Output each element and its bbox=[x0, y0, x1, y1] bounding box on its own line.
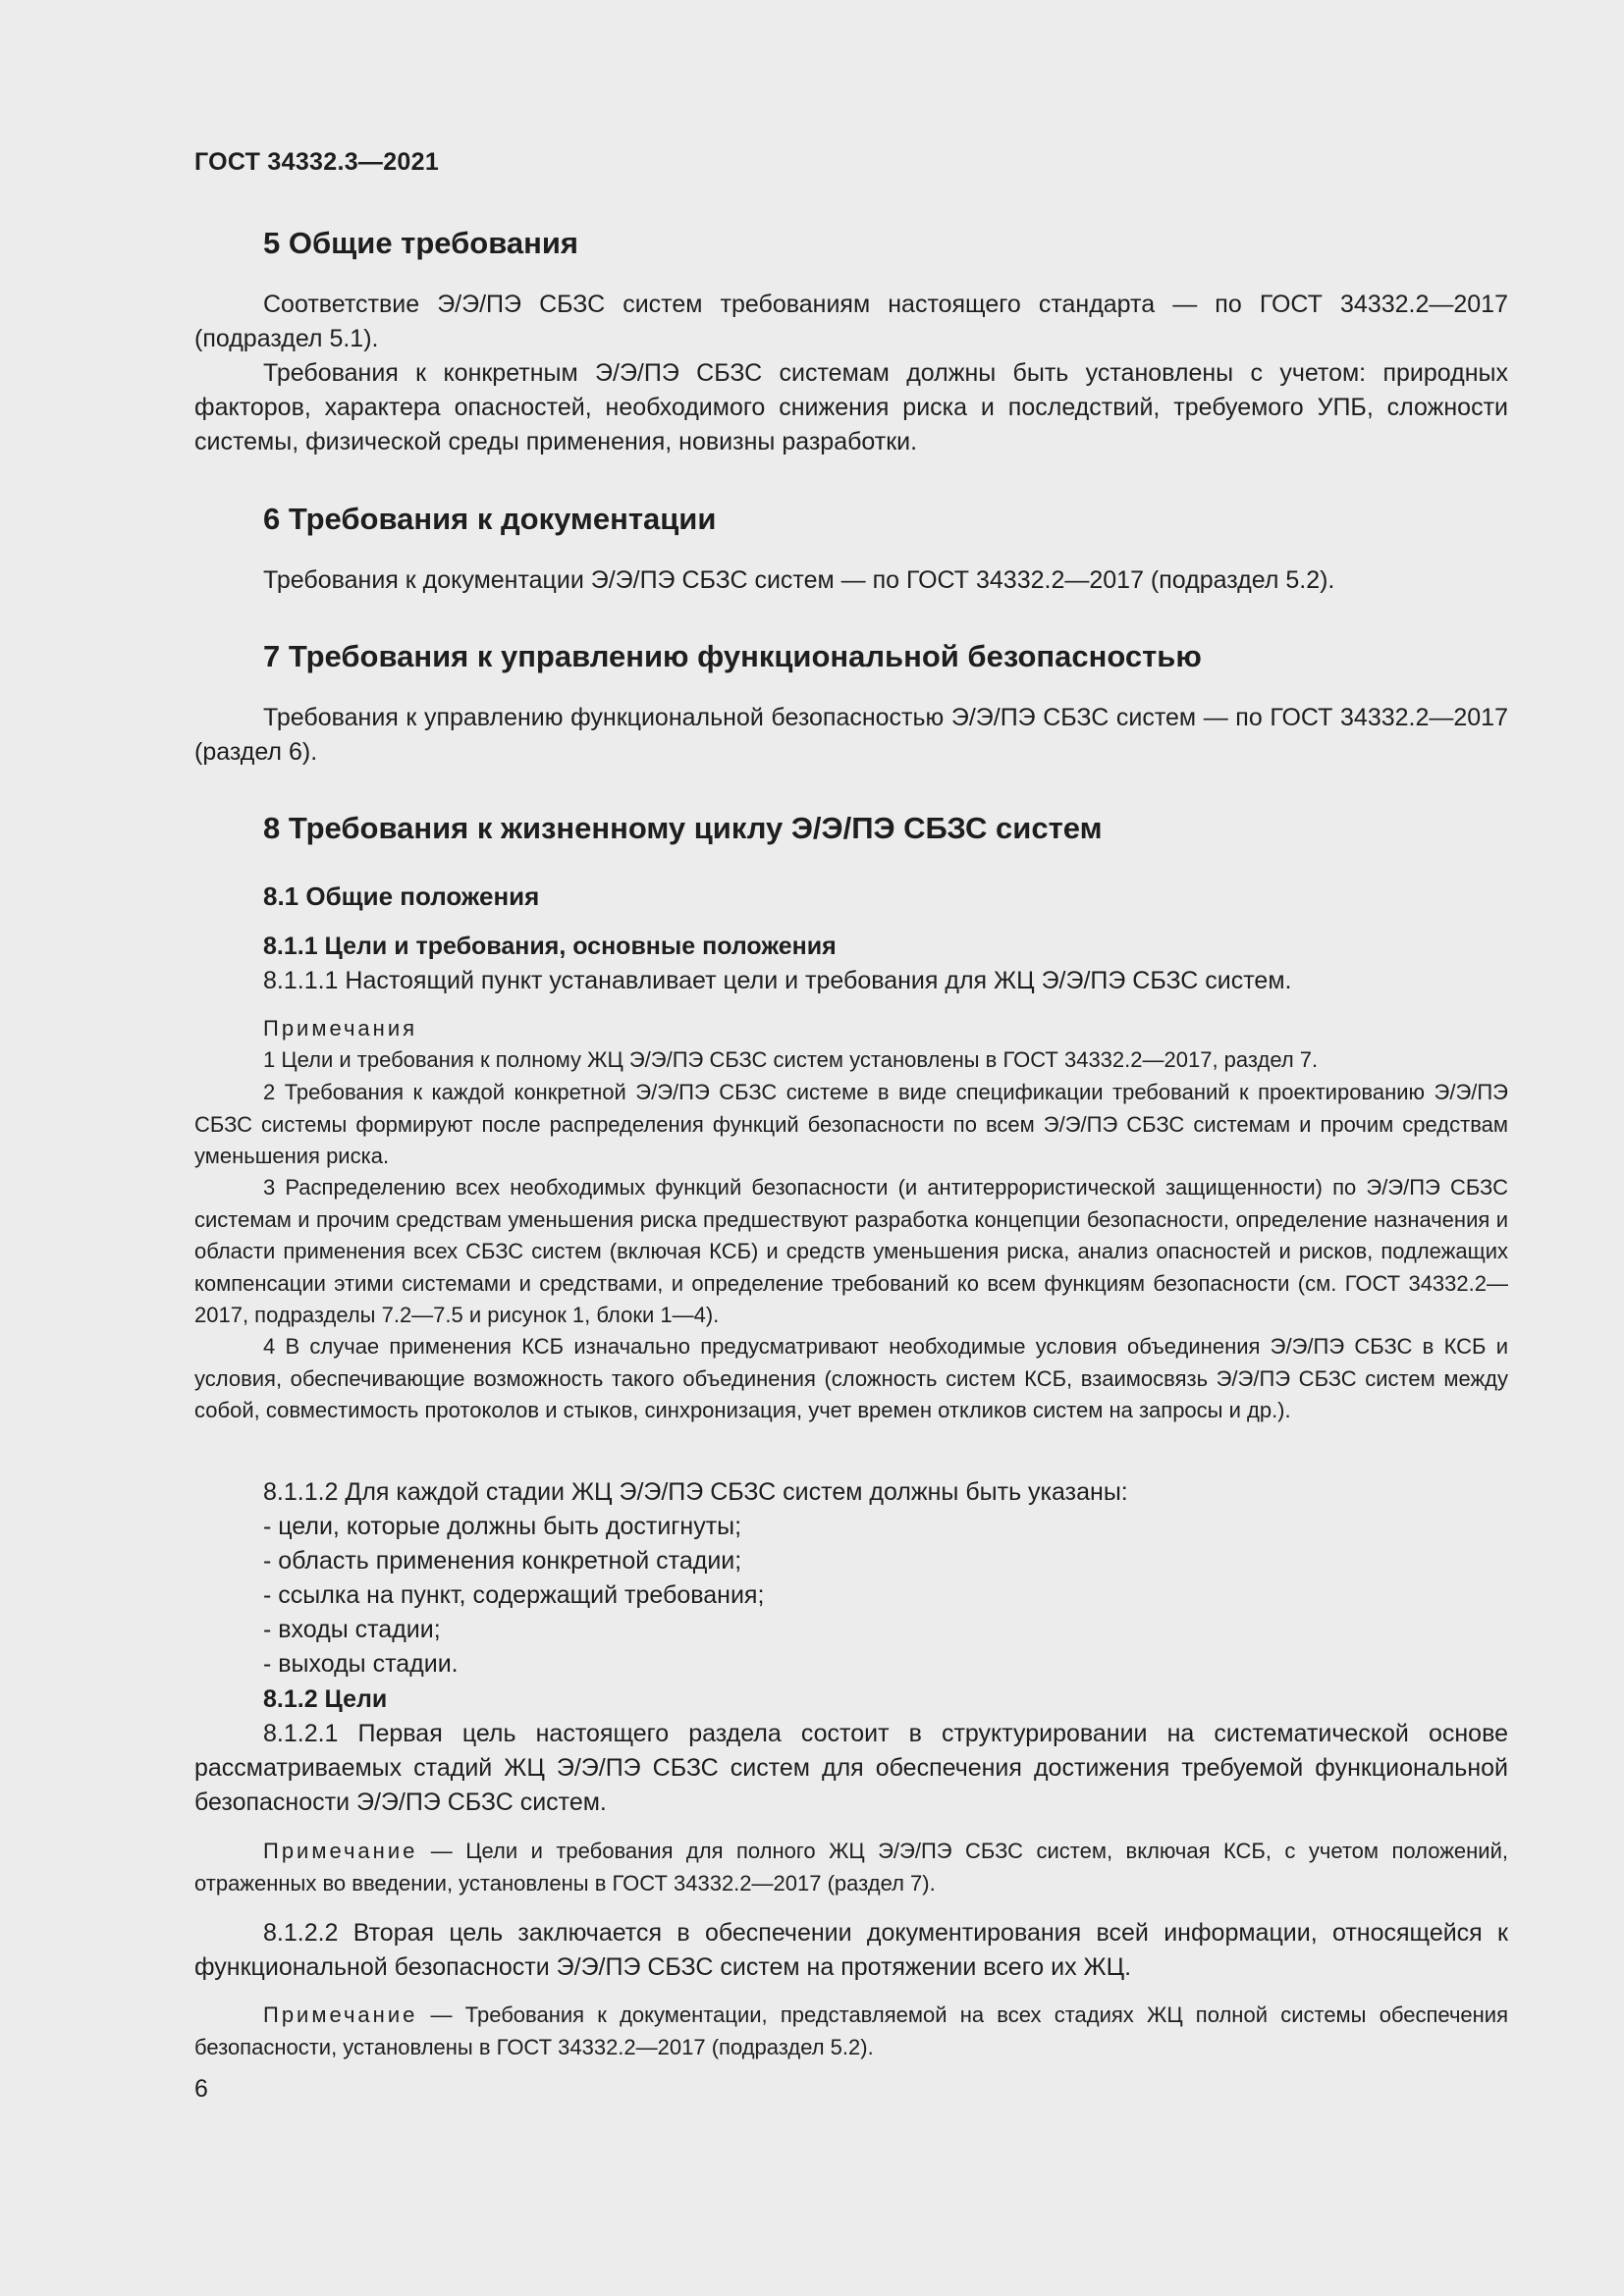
note-label: Примечание bbox=[263, 2002, 418, 2027]
section-8-heading: 8 Требования к жизненному циклу Э/Э/ПЭ СБЗС систем bbox=[263, 811, 1103, 845]
note-text: — Требования к документации, представляемой на всех стадиях ЖЦ полной системы обеспечения безопасности, установлены в ГОСТ 34332.2—2017 (подраздел 5.2). bbox=[194, 2002, 1508, 2059]
subsection-8-1-2-heading: 8.1.2 Цели bbox=[263, 1685, 388, 1713]
section-6-heading: 6 Требования к документации bbox=[263, 502, 717, 536]
clause-8-1-2-2: 8.1.2.2 Вторая цель заключается в обеспечении документирования всей информации, относящейся к функциональной безопасности Э/Э/ПЭ СБЗС систем на протяжении всего их ЖЦ. bbox=[194, 1919, 1508, 1981]
note-after-8-1-2-2 bbox=[194, 2000, 1508, 2063]
note-text: — Цели и требования для полного ЖЦ Э/Э/ПЭ СБЗС систем, включая КСБ, с учетом положений, отраженных во введении, установлены в ГОСТ 34332.2—2017 (раздел 7). bbox=[194, 1839, 1508, 1896]
note-1: 1 Цели и требования к полному ЖЦ Э/Э/ПЭ СБЗС систем установлены в ГОСТ 34332.2—2017, раздел 7. bbox=[263, 1047, 1319, 1072]
section-5-paragraph-2: Требования к конкретным Э/Э/ПЭ СБЗС системам должны быть установлены с учетом: природных факторов, характера опасностей, необходимого снижения риска и последствий, требуемого УПБ, сложности системы, физической среды применения, новизны разработки. bbox=[194, 359, 1508, 455]
list-item: - область применения конкретной стадии; bbox=[263, 1547, 742, 1575]
note-label: Примечание bbox=[263, 1839, 418, 1863]
list-item: - ссылка на пункт, содержащий требования; bbox=[263, 1581, 765, 1609]
note-after-8-1-2-1 bbox=[194, 1836, 1508, 1899]
note-2: 2 Требования к каждой конкретной Э/Э/ПЭ СБЗС системе в виде спецификации требований к проектированию Э/Э/ПЭ СБЗС системы формируют после распределения функций безопасности по всем Э/Э/ПЭ СБЗС системам и прочим средствам уменьшения риска. bbox=[194, 1080, 1508, 1168]
section-7-paragraph-1: Требования к управлению функциональной безопасностью Э/Э/ПЭ СБЗС систем — по ГОСТ 34332.2—2017 (раздел 6). bbox=[194, 704, 1508, 766]
section-5-heading: 5 Общие требования bbox=[263, 226, 578, 260]
stage-requirements-list bbox=[194, 1510, 1508, 1682]
note-4: 4 В случае применения КСБ изначально предусматривают необходимые условия объединения Э/Э/ПЭ СБЗС в КСБ и условия, обеспечивающие возможность такого объединения (сложность систем КСБ, взаимосвязь Э/Э/ПЭ СБЗС систем между собой, совместимость протоколов и стыков, синхронизация, учет времен откликов систем на запросы и др.). bbox=[194, 1334, 1508, 1422]
clause-8-1-1-1: 8.1.1.1 Настоящий пункт устанавливает цели и требования для ЖЦ Э/Э/ПЭ СБЗС систем. bbox=[263, 967, 1292, 994]
section-6-paragraph-1: Требования к документации Э/Э/ПЭ СБЗС систем — по ГОСТ 34332.2—2017 (подраздел 5.2). bbox=[263, 566, 1335, 594]
clause-8-1-2-1: 8.1.2.1 Первая цель настоящего раздела состоит в структурировании на систематической основе рассматриваемых стадий ЖЦ Э/Э/ПЭ СБЗС систем для обеспечения достижения требуемой функциональной безопасности Э/Э/ПЭ СБЗС систем. bbox=[194, 1720, 1508, 1816]
document-code: ГОСТ 34332.3—2021 bbox=[194, 148, 440, 176]
clause-8-1-1-2: 8.1.1.2 Для каждой стадии ЖЦ Э/Э/ПЭ СБЗС систем должны быть указаны: bbox=[263, 1478, 1128, 1506]
subsection-8-1-heading: 8.1 Общие положения bbox=[263, 881, 540, 911]
section-5-paragraph-1: Соответствие Э/Э/ПЭ СБЗС систем требованиям настоящего стандарта — по ГОСТ 34332.2—2017 (подраздел 5.1). bbox=[194, 291, 1508, 352]
notes-label: Примечания bbox=[263, 1016, 418, 1041]
subsection-8-1-1-heading: 8.1.1 Цели и требования, основные положения bbox=[263, 933, 837, 960]
note-3: 3 Распределению всех необходимых функций безопасности (и антитеррористической защищенности) по Э/Э/ПЭ СБЗС системам и прочим средствам уменьшения риска предшествуют разработка концепции безопасности, определение назначения и области применения всех СБЗС систем (включая КСБ) и средств уменьшения риска, анализ опасностей и рисков, подлежащих компенсации этими системами и средствами, и определение требований ко всем функциям безопасности (см. ГОСТ 34332.2—2017, подразделы 7.2—7.5 и рисунок 1, блоки 1—4). bbox=[194, 1175, 1508, 1327]
list-item: - входы стадии; bbox=[263, 1616, 441, 1643]
list-item: - цели, которые должны быть достигнуты; bbox=[263, 1513, 742, 1540]
list-item: - выходы стадии. bbox=[263, 1650, 459, 1678]
section-7-heading: 7 Требования к управлению функциональной безопасностью bbox=[263, 639, 1202, 673]
page-number: 6 bbox=[194, 2075, 208, 2103]
